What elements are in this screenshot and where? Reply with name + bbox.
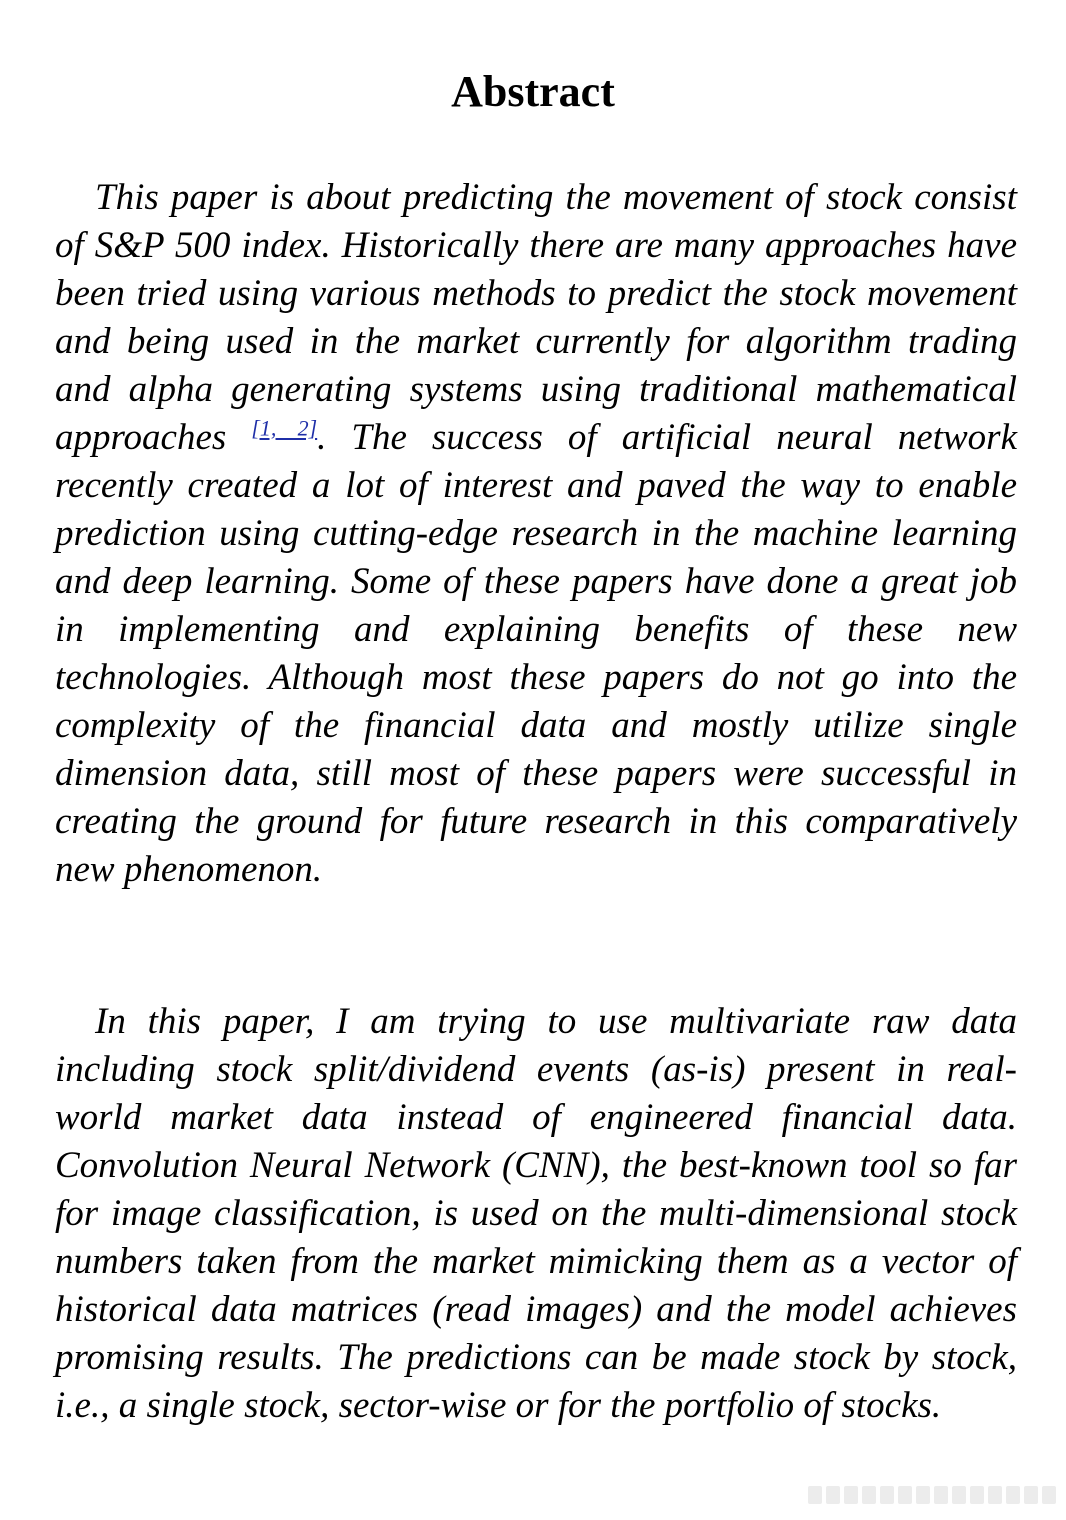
citation-link[interactable]: [1, 2] [251,415,318,441]
watermark-block [988,1486,1002,1504]
watermark-block [862,1486,876,1504]
watermark-block [916,1486,930,1504]
abstract-paragraph-2: In this paper, I am trying to use multivariate raw data including stock split/dividend events (as-is) present in real-world market data instead of engineered financial data. Convolution Neural Network (CNN), the best-known tool so far for image classification, is used on the multi-dimensional stock numbers taken from the market mimicking them as a vector of historical data matrices (read images) and the model achieves promising results. The predictions can be made stock by stock, i.e., a single stock, sector-wise or for the portfolio of stocks. [55,1001,1017,1426]
watermark [808,1484,1056,1506]
watermark-block [808,1486,822,1504]
watermark-block [880,1486,894,1504]
watermark-block [1024,1486,1038,1504]
watermark-block [934,1486,948,1504]
watermark-block [1042,1486,1056,1504]
watermark-block [898,1486,912,1504]
paragraph-1-text-before: This paper is about predicting the movement of stock consist of S&P 500 index. Historically there are many approaches have been tried using various methods to predict the stock movement and being used in the market currently for algorithm trading and alpha generating systems using traditional mathematical approaches [55,177,1017,458]
watermark-block [1006,1486,1020,1504]
watermark-block [970,1486,984,1504]
abstract-title: Abstract [451,67,615,116]
paragraph-1-text-after: . The success of artificial neural network recently created a lot of interest and paved the way to enable prediction using cutting-edge research in the machine learning and deep learning. Some of these papers have done a great job in implementing and explaining benefits of these new technologies. Although most these papers do not go into the complexity of the financial data and mostly utilize single dimension data, still most of these papers were successful in creating the ground for future research in this comparatively new phenomenon. [55,417,1018,890]
watermark-block [952,1486,966,1504]
abstract-paragraph-1 [55,174,1017,894]
watermark-block [844,1486,858,1504]
watermark-block [826,1486,840,1504]
